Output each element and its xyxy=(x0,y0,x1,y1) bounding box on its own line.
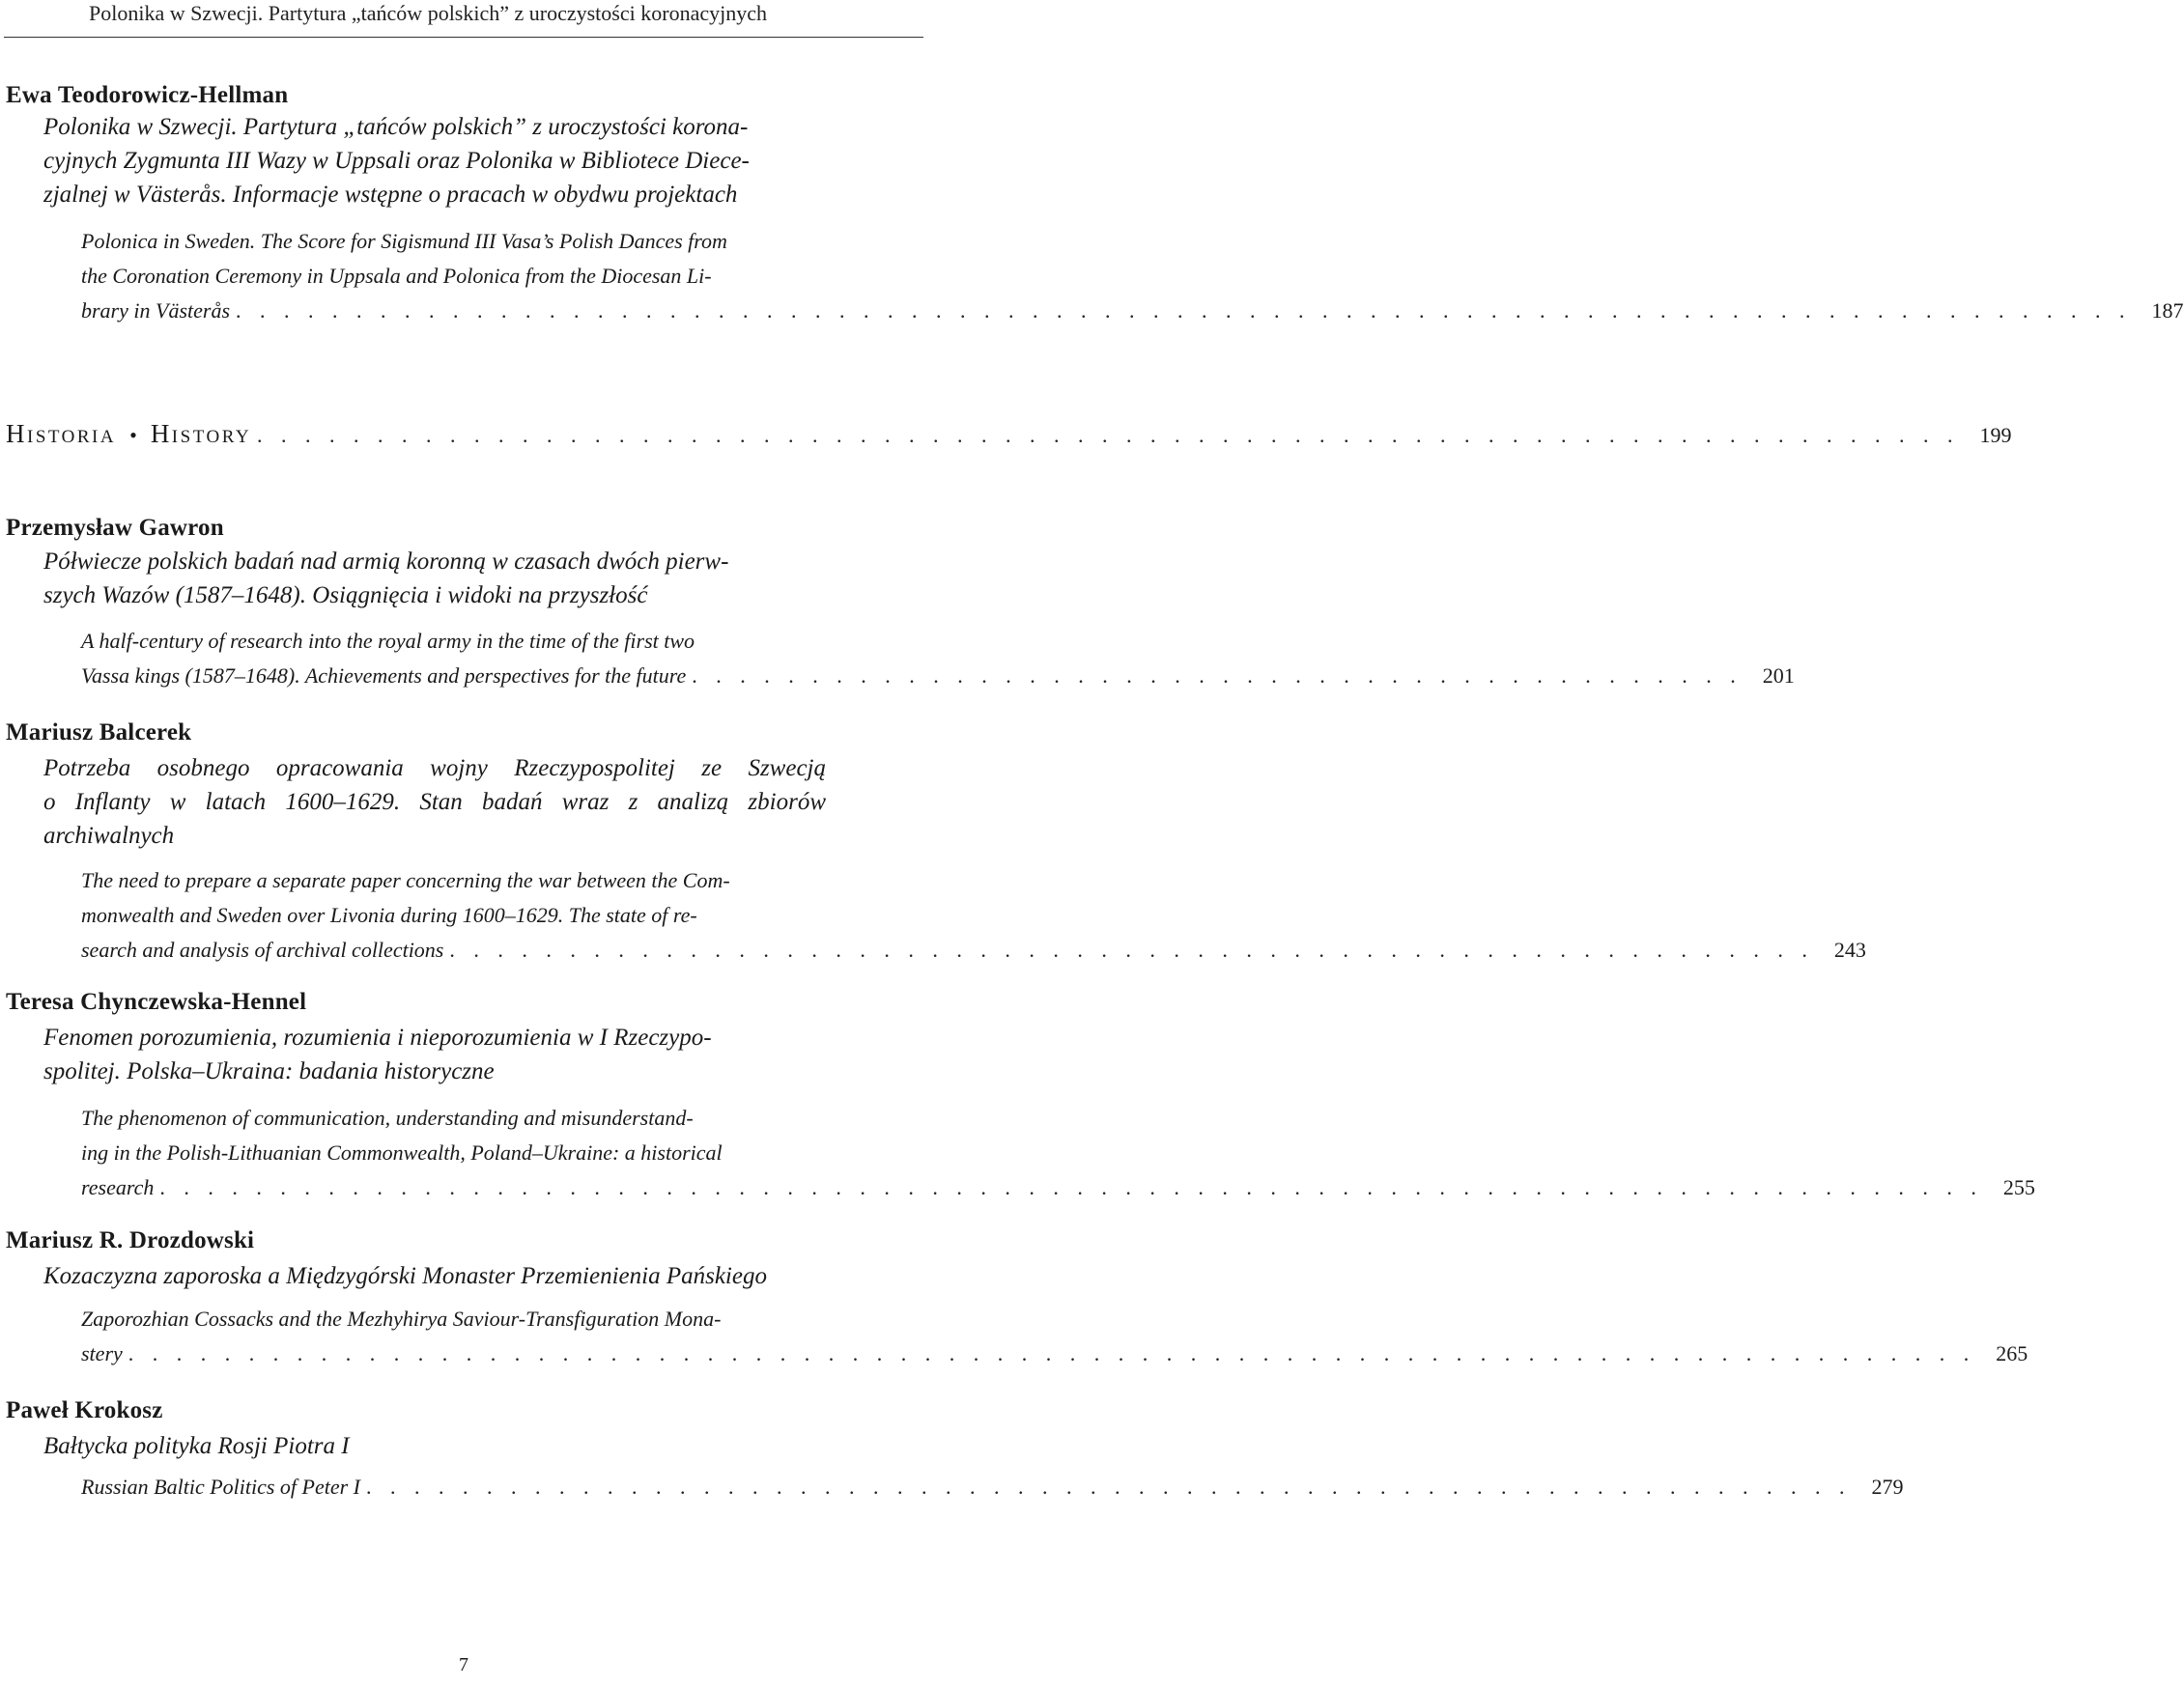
title-line: Fenomen porozumienia, rozumienia i nieporozumienia w I Rzeczypo- xyxy=(43,1025,712,1051)
toc-leader-line[interactable] xyxy=(81,933,1866,968)
toc-title-en xyxy=(81,624,1795,693)
dot-leader: . . . . . . . . . . . . . . . . . . . . . . . . . . . . . . . . . . . . . . . . . . . . . . . . . . . . . . . . . . . . . . . . . . . . . . . . . . . . . . . xyxy=(236,298,2132,323)
title-line: cyjnych Zygmunta III Wazy w Uppsali oraz Polonika w Bibliotece Diece- xyxy=(43,148,750,174)
toc-leader-line[interactable] xyxy=(81,1470,1904,1505)
dot-leader: . . . . . . . . . . . . . . . . . . . . . . . . . . . . . . . . . . . . . . . . . . . . . . . . . . . . . . . . . . . . . . xyxy=(366,1475,1852,1499)
toc-title-pl xyxy=(43,1021,826,1088)
page-number: 187 xyxy=(2151,298,2184,323)
title-line: Vassa kings (1587–1648). Achievements and perspectives for the future xyxy=(81,663,687,688)
title-line: the Coronation Ceremony in Uppsala and Polonica from the Diocesan Li- xyxy=(81,264,712,288)
title-line: Kozaczyzna zaporoska a Międzygórski Monaster Przemienienia Pańskiego xyxy=(43,1263,767,1289)
toc-title-en xyxy=(81,1470,1904,1505)
title-line: A half-century of research into the royal army in the time of the first two xyxy=(81,629,695,653)
dot-leader: . . . . . . . . . . . . . . . . . . . . . . . . . . . . . . . . . . . . . . . . . . . . xyxy=(692,663,1743,688)
title-line: Zaporozhian Cossacks and the Mezhyhirya Saviour-Transfiguration Mona- xyxy=(81,1307,722,1331)
dot-leader: . . . . . . . . . . . . . . . . . . . . . . . . . . . . . . . . . . . . . . . . . . . . . . . . . . . . . . . . . . . . . . . . . . . . . . . . . . . . . xyxy=(128,1341,1976,1365)
page-number: 279 xyxy=(1871,1475,1904,1499)
toc-leader-line[interactable] xyxy=(81,1170,2035,1205)
title-line: brary in Västerås xyxy=(81,298,230,323)
page-number: 255 xyxy=(2002,1175,2035,1199)
title-line: research xyxy=(81,1175,155,1199)
title-line: Polonica in Sweden. The Score for Sigismund III Vasa’s Polish Dances from xyxy=(81,229,727,253)
section-title-en: History xyxy=(150,419,252,448)
page-number: 243 xyxy=(1833,938,1866,962)
page-number: 199 xyxy=(1979,423,2012,447)
dot-leader: . . . . . . . . . . . . . . . . . . . . . . . . . . . . . . . . . . . . . . . . . . . . . . . . . . . . . . . . . . . . . . . . . . . . . . . xyxy=(257,423,1960,447)
toc-title-pl xyxy=(43,1429,826,1463)
toc-title-en xyxy=(81,863,1866,968)
dot-leader: . . . . . . . . . . . . . . . . . . . . . . . . . . . . . . . . . . . . . . . . . . . . . . . . . . . . . . . . . . . . . . . . . . . . . . . . . . . . xyxy=(159,1175,1983,1199)
toc-title-en xyxy=(81,1302,2028,1371)
toc-leader-line[interactable] xyxy=(81,294,2184,328)
bullet-icon: • xyxy=(129,423,137,447)
header-rule xyxy=(4,37,923,38)
toc-title-pl xyxy=(43,545,826,612)
title-line: The phenomenon of communication, understanding and misunderstand- xyxy=(81,1106,694,1130)
section-heading[interactable] xyxy=(6,419,2012,449)
toc-author: Mariusz R. Drozdowski xyxy=(6,1227,255,1253)
title-line: zjalnej w Västerås. Informacje wstępne o pracach w obydwu projektach xyxy=(43,182,738,208)
title-line: Russian Baltic Politics of Peter I xyxy=(81,1475,361,1499)
dot-leader: . . . . . . . . . . . . . . . . . . . . . . . . . . . . . . . . . . . . . . . . . . . . . . . . . . . . . . . . . xyxy=(449,938,1814,962)
toc-author: Mariusz Balcerek xyxy=(6,719,192,746)
title-line: The need to prepare a separate paper concerning the war between the Com- xyxy=(81,868,730,892)
toc-title-en xyxy=(81,224,2184,328)
toc-title-en xyxy=(81,1101,2035,1205)
toc-author: Teresa Chynczewska-Hennel xyxy=(6,989,307,1015)
title-line: Potrzeba osobnego opracowania wojny Rzeczypospolitej ze Szwecją xyxy=(43,755,826,781)
title-line: archiwalnych xyxy=(43,823,175,849)
toc-title-pl xyxy=(43,1259,893,1293)
title-line: Półwiecze polskich badań nad armią koronną w czasach dwóch pierw- xyxy=(43,549,729,575)
page-folio: 7 xyxy=(459,1654,468,1675)
toc-author: Ewa Teodorowicz-Hellman xyxy=(6,82,289,108)
page-number: 201 xyxy=(1762,663,1795,688)
title-line: Bałtycka polityka Rosji Piotra I xyxy=(43,1433,350,1459)
toc-author: Przemysław Gawron xyxy=(6,515,224,541)
section-title-pl: Historia xyxy=(6,419,117,448)
title-line: ing in the Polish-Lithuanian Commonwealth, Poland–Ukraine: a historical xyxy=(81,1140,723,1165)
title-line: search and analysis of archival collections xyxy=(81,938,444,962)
toc-title-pl xyxy=(43,110,826,211)
page-number: 265 xyxy=(1996,1341,2028,1365)
toc-leader-line[interactable] xyxy=(81,659,1795,693)
toc-author: Paweł Krokosz xyxy=(6,1397,163,1423)
title-line: Polonika w Szwecji. Partytura „tańców polskich” z uroczystości korona- xyxy=(43,114,749,140)
toc-leader-line[interactable] xyxy=(81,1336,2028,1371)
title-line: stery xyxy=(81,1341,123,1365)
toc-title-pl xyxy=(43,751,826,853)
title-line: monwealth and Sweden over Livonia during 1600–1629. The state of re- xyxy=(81,903,697,927)
title-line: szych Wazów (1587–1648). Osiągnięcia i widoki na przyszłość xyxy=(43,582,648,608)
running-head: Polonika w Szwecji. Partytura „tańców polskich” z uroczystości koronacyjnych xyxy=(89,1,767,25)
title-line: o Inflanty w latach 1600–1629. Stan badań wraz z analizą zbiorów xyxy=(43,789,826,815)
title-line: spolitej. Polska–Ukraina: badania historyczne xyxy=(43,1058,495,1084)
